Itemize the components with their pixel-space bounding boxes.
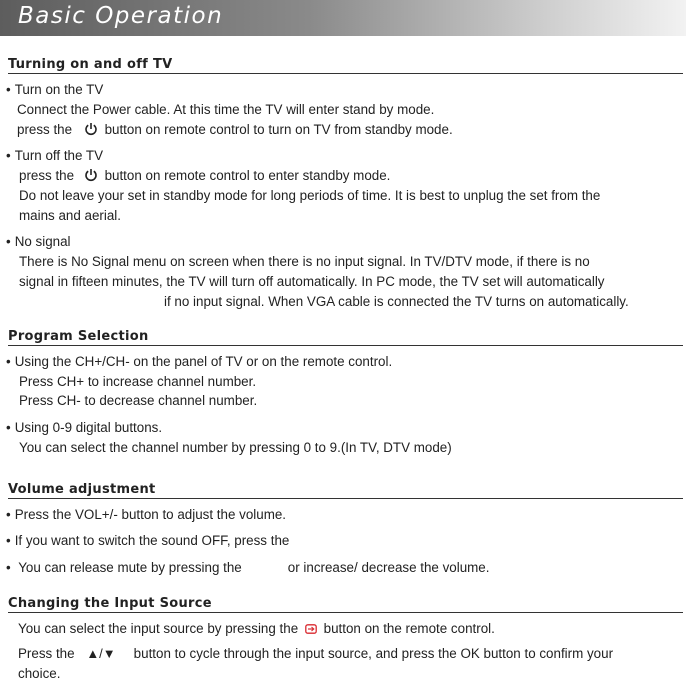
- no-signal-line-2: signal in fifteen minutes, the TV will turn off automatically. In PC mode, the TV set will automatically: [19, 274, 605, 289]
- input-line-3: choice.: [18, 666, 61, 679]
- section-heading-program: [8, 327, 683, 346]
- input-line-1: [18, 621, 495, 637]
- volume-release-mute: You can release mute by pressing the: [18, 560, 242, 575]
- program-line-ch-plus: Press CH+ to increase channel number.: [19, 374, 257, 389]
- section-heading-volume: [8, 480, 683, 499]
- volume-bullet-1: • Press the VOL+/- button to adjust the volume.: [6, 507, 286, 523]
- turn-off-line-1: [19, 168, 390, 184]
- input-source-icon: [305, 624, 317, 634]
- turn-off-press: press the: [19, 168, 75, 183]
- program-bullet-1: • Using the CH+/CH- on the panel of TV or on the remote control.: [6, 354, 392, 370]
- header-banner: [0, 0, 686, 36]
- section-heading-label: Volume adjustment: [8, 482, 156, 497]
- program-line-ch-minus: Press CH- to decrease channel number.: [19, 393, 258, 408]
- bullet-no-signal: • No signal: [6, 234, 71, 250]
- volume-bullet-2: • If you want to switch the sound OFF, press the: [6, 533, 289, 549]
- turn-on-line-2: [17, 122, 453, 138]
- up-down-arrow-icon: ▲/▼: [86, 646, 116, 661]
- power-icon: [84, 168, 98, 182]
- power-icon: [84, 122, 98, 136]
- turn-on-rest: button on remote control to turn on TV from standby mode.: [104, 122, 453, 137]
- volume-bullet-3: [6, 560, 489, 576]
- section-heading-label: Turning on and off TV: [8, 57, 173, 72]
- volume-release-rest: or increase/ decrease the volume.: [287, 560, 490, 575]
- input-select-rest: button on the remote control.: [323, 621, 495, 636]
- section-heading-label: Changing the Input Source: [8, 596, 212, 611]
- bullet-turn-on: • Turn on the TV: [6, 82, 103, 98]
- turn-off-line-3: mains and aerial.: [19, 208, 121, 223]
- turn-off-line-2: Do not leave your set in standby mode for long periods of time. It is best to unplug the set from the: [19, 188, 601, 203]
- input-select-text: You can select the input source by pressing the: [18, 621, 299, 636]
- program-bullet-2: • Using 0-9 digital buttons.: [6, 420, 162, 436]
- input-cycle-text: button to cycle through the input source, and press the OK button to confirm your: [133, 646, 614, 661]
- input-press: Press the: [18, 646, 75, 661]
- turn-off-rest: button on remote control to enter standby mode.: [104, 168, 391, 183]
- section-heading-label: Program Selection: [8, 329, 149, 344]
- turn-on-line-1: Connect the Power cable. At this time the TV will enter stand by mode.: [17, 102, 435, 117]
- section-heading-power: [8, 55, 683, 74]
- page-title: Basic Operation: [18, 3, 224, 29]
- no-signal-line-3: if no input signal. When VGA cable is connected the TV turns on automatically.: [164, 294, 629, 309]
- turn-on-press: press the: [17, 122, 73, 137]
- section-heading-input: [8, 594, 683, 613]
- program-line-digits: You can select the channel number by pressing 0 to 9.(In TV, DTV mode): [19, 440, 452, 455]
- input-line-2: [18, 646, 613, 662]
- bullet-turn-off: • Turn off the TV: [6, 148, 103, 164]
- no-signal-line-1: There is No Signal menu on screen when there is no input signal. In TV/DTV mode, if there is no: [19, 254, 590, 269]
